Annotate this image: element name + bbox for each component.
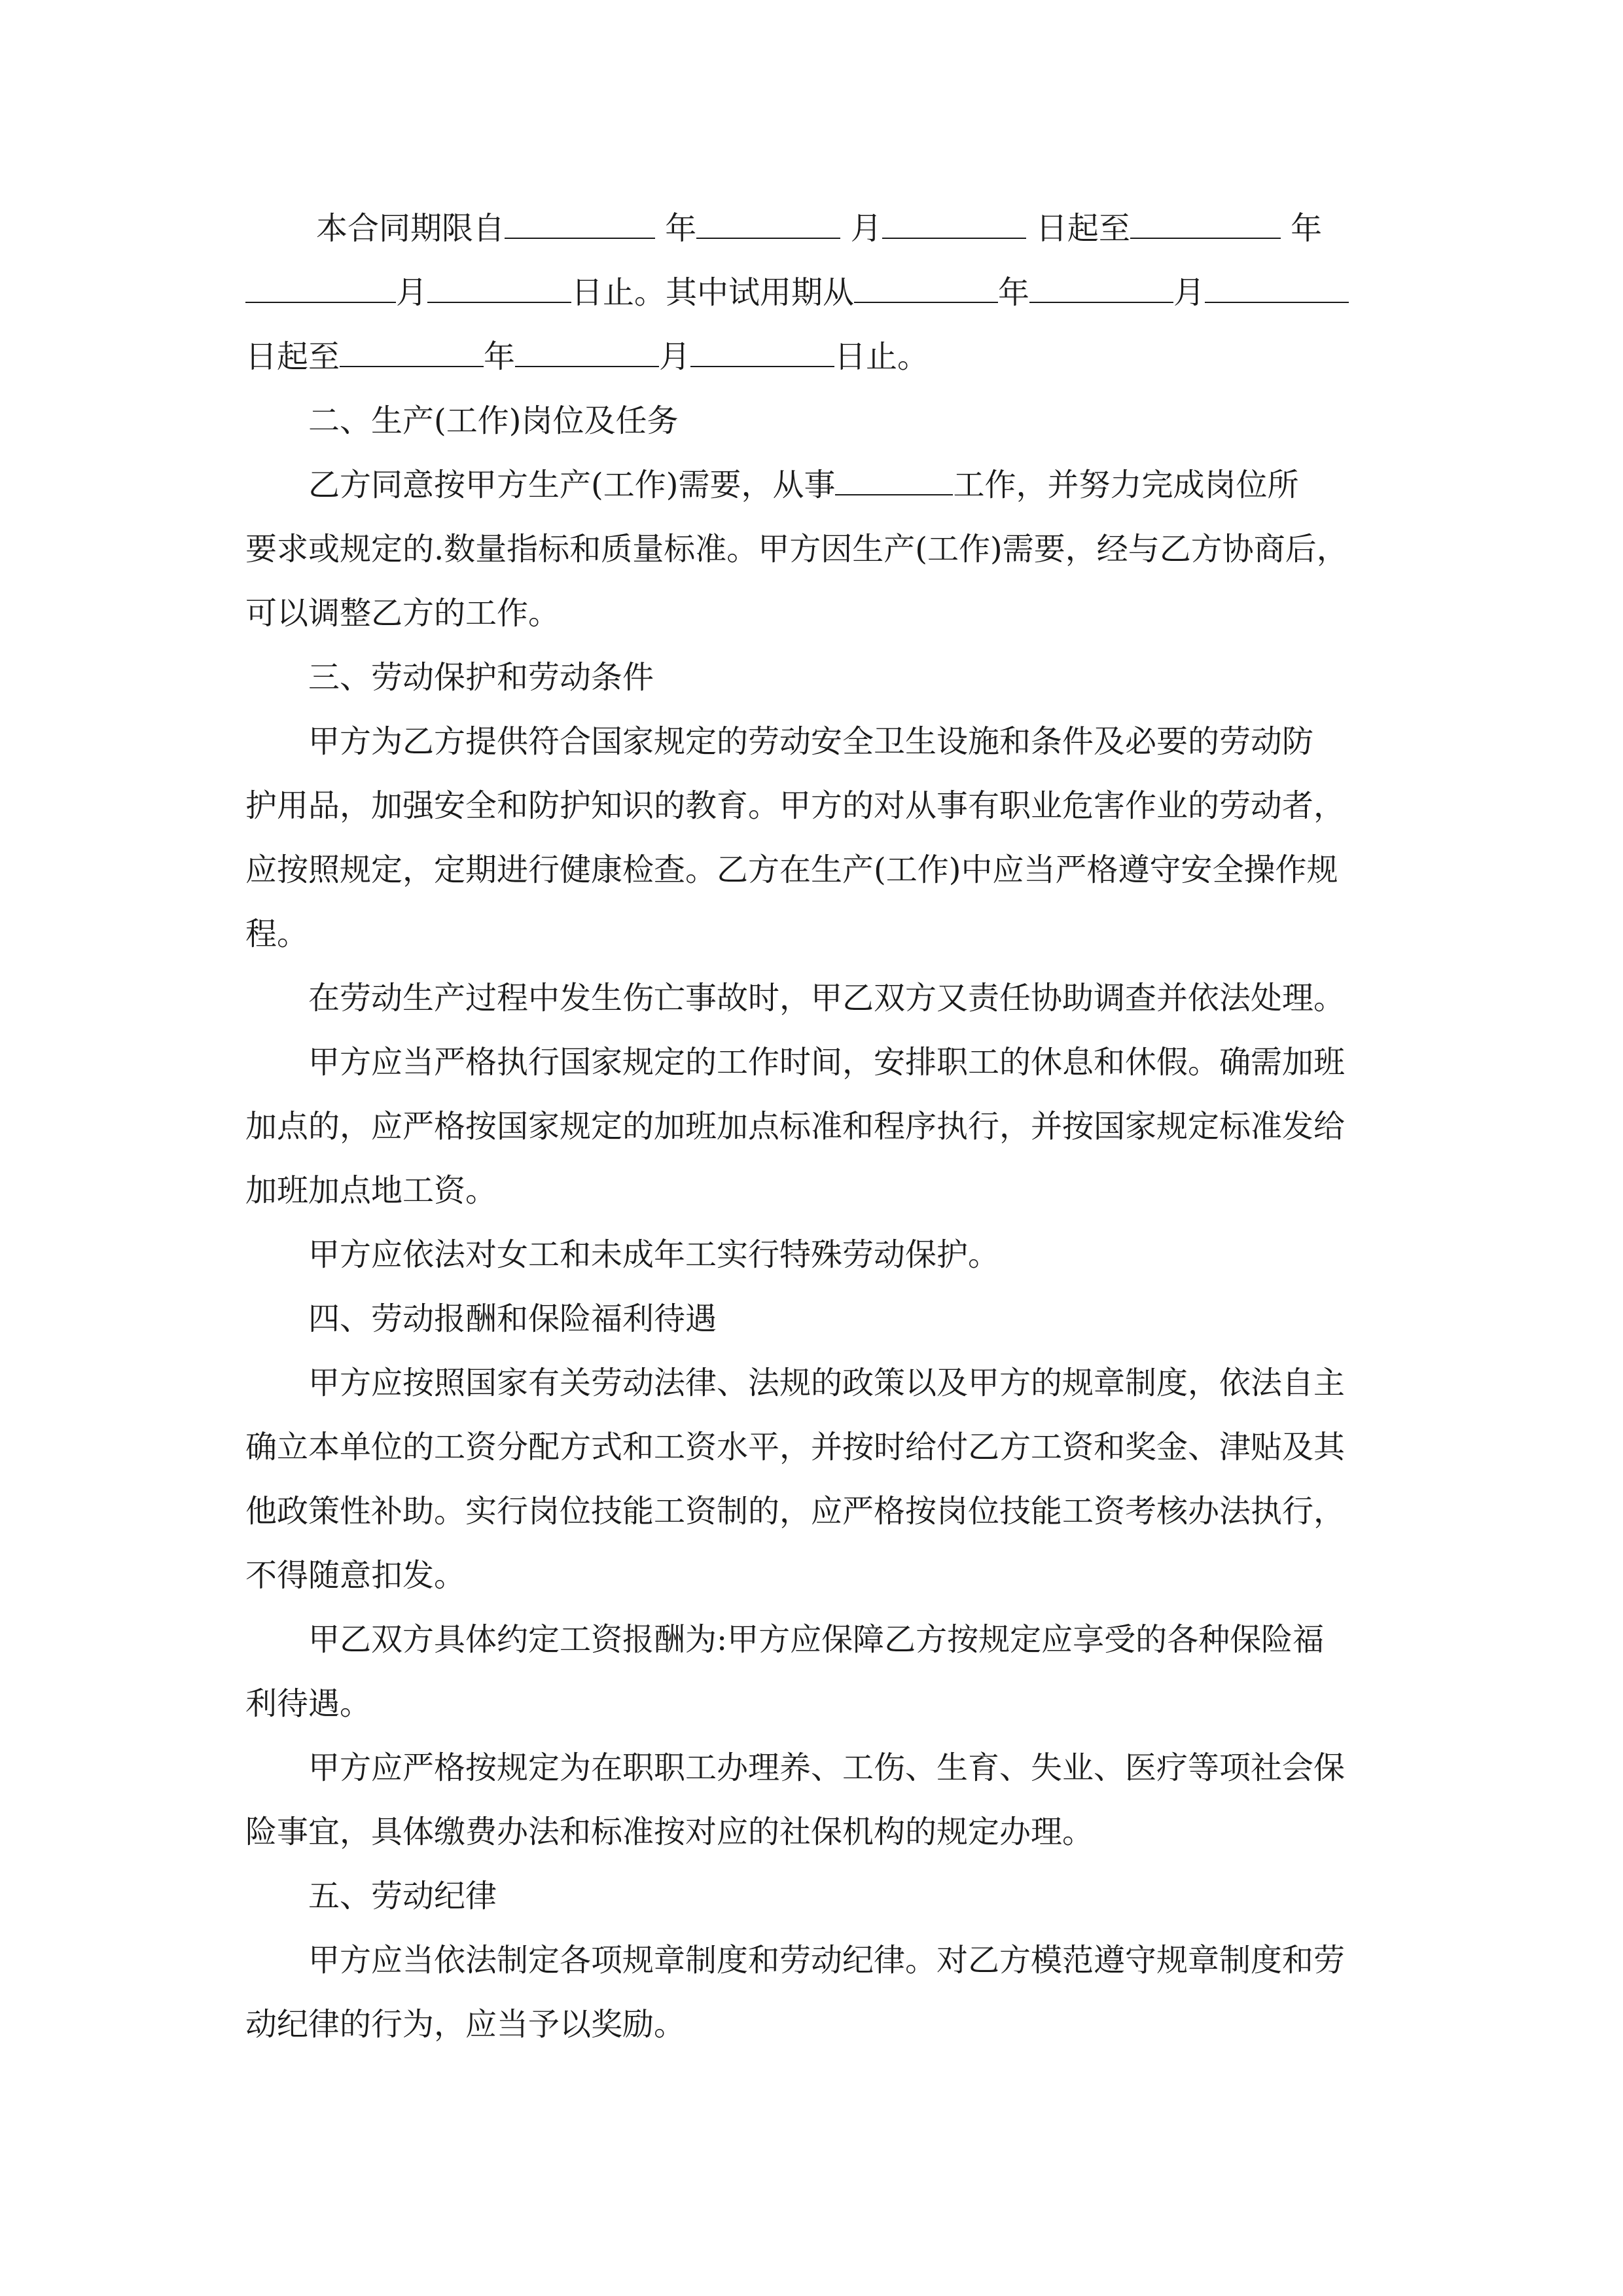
paragraph-line: 动纪律的行为，应当予以奖励。	[245, 2006, 686, 2043]
term-text: 年	[665, 210, 697, 247]
paragraph-line: 险事宜，具体缴费办法和标准按对应的社保机构的规定办理。	[245, 1814, 1094, 1850]
paragraph-line: 在劳动生产过程中发生伤亡事故时，甲乙双方又责任协助调查并依法处理。	[308, 980, 1346, 1016]
paragraph-line: 利待遇。	[245, 1685, 372, 1722]
paragraph-line: 他政策性补助。实行岗位技能工资制的，应严格按岗位技能工资考核办法执行，	[245, 1493, 1346, 1530]
paragraph-line: 加班加点地工资。	[245, 1172, 497, 1209]
paragraph-line: 应按照规定，定期进行健康检查。乙方在生产(工作)中应当严格遵守安全操作规	[245, 852, 1338, 888]
term-text: 月	[1173, 274, 1205, 311]
blank-field	[1205, 266, 1349, 303]
term-text: 月	[850, 210, 882, 247]
document-body	[245, 196, 1378, 2056]
paragraph-line	[245, 453, 1378, 517]
paragraph-line: 甲方应当依法制定各项规章制度和劳动纪律。对乙方模范遵守规章制度和劳	[308, 1942, 1346, 1979]
term-line-3	[245, 325, 1378, 389]
paragraph-line: 加点的，应严格按国家规定的加班加点标准和程序执行，并按国家规定标准发给	[245, 1108, 1346, 1145]
paragraph-line: 不得随意扣发。	[245, 1557, 466, 1594]
paragraph-line: 甲方应依法对女工和未成年工实行特殊劳动保护。	[308, 1236, 1000, 1273]
blank-field	[1029, 266, 1173, 303]
blank-field	[882, 202, 1026, 239]
term-text: 年	[998, 274, 1030, 311]
paragraph-text: 工作，并努力完成岗位所	[953, 467, 1299, 503]
term-text: 本合同期限自	[316, 210, 505, 247]
paragraph-line: 甲方应按照国家有关劳动法律、法规的政策以及甲方的规章制度，依法自主	[308, 1365, 1346, 1401]
term-line-1	[245, 196, 1378, 260]
blank-field	[515, 331, 659, 367]
paragraph-line: 确立本单位的工资分配方式和工资水平，并按时给付乙方工资和奖金、津贴及其	[245, 1429, 1346, 1465]
term-line-2	[245, 260, 1378, 325]
section-heading: 五、劳动纪律	[308, 1878, 497, 1914]
paragraph-text: 乙方同意按甲方生产(工作)需要，从事	[308, 467, 836, 503]
paragraph-line: 护用品，加强安全和防护知识的教育。甲方的对从事有职业危害作业的劳动者，	[245, 787, 1346, 824]
blank-field	[1130, 202, 1281, 239]
blank-field	[854, 266, 998, 303]
term-text: 日起至	[1035, 210, 1130, 247]
section-heading: 四、劳动报酬和保险福利待遇	[308, 1300, 717, 1337]
term-text: 年	[1291, 210, 1323, 247]
paragraph-line: 甲乙双方具体约定工资报酬为:甲方应保障乙方按规定应享受的各种保险福	[308, 1621, 1325, 1658]
term-text: 月	[396, 274, 428, 311]
term-text: 日止。其中试用期从	[571, 274, 855, 311]
paragraph-line: 甲方应严格按规定为在职职工办理养、工伤、生育、失业、医疗等项社会保	[308, 1749, 1346, 1786]
blank-field	[835, 459, 953, 495]
term-text: 日起至	[245, 338, 340, 375]
section-heading: 三、劳动保护和劳动条件	[308, 659, 654, 696]
blank-field	[427, 266, 571, 303]
paragraph-line: 甲方应当严格执行国家规定的工作时间，安排职工的休息和休假。确需加班	[308, 1044, 1346, 1081]
paragraph-line: 可以调整乙方的工作。	[245, 595, 560, 632]
term-text: 日止。	[834, 338, 929, 375]
blank-field	[505, 202, 655, 239]
blank-field	[245, 266, 396, 303]
blank-field	[340, 331, 484, 367]
paragraph-line: 甲方为乙方提供符合国家规定的劳动安全卫生设施和条件及必要的劳动防	[308, 723, 1314, 760]
blank-field	[696, 202, 840, 239]
paragraph-line: 程。	[245, 916, 309, 952]
blank-field	[690, 331, 834, 367]
term-text: 月	[659, 338, 691, 375]
section-heading: 二、生产(工作)岗位及任务	[308, 403, 679, 439]
paragraph-line: 要求或规定的.数量指标和质量标准。甲方因生产(工作)需要，经与乙方协商后，	[245, 531, 1348, 567]
term-text: 年	[484, 338, 516, 375]
